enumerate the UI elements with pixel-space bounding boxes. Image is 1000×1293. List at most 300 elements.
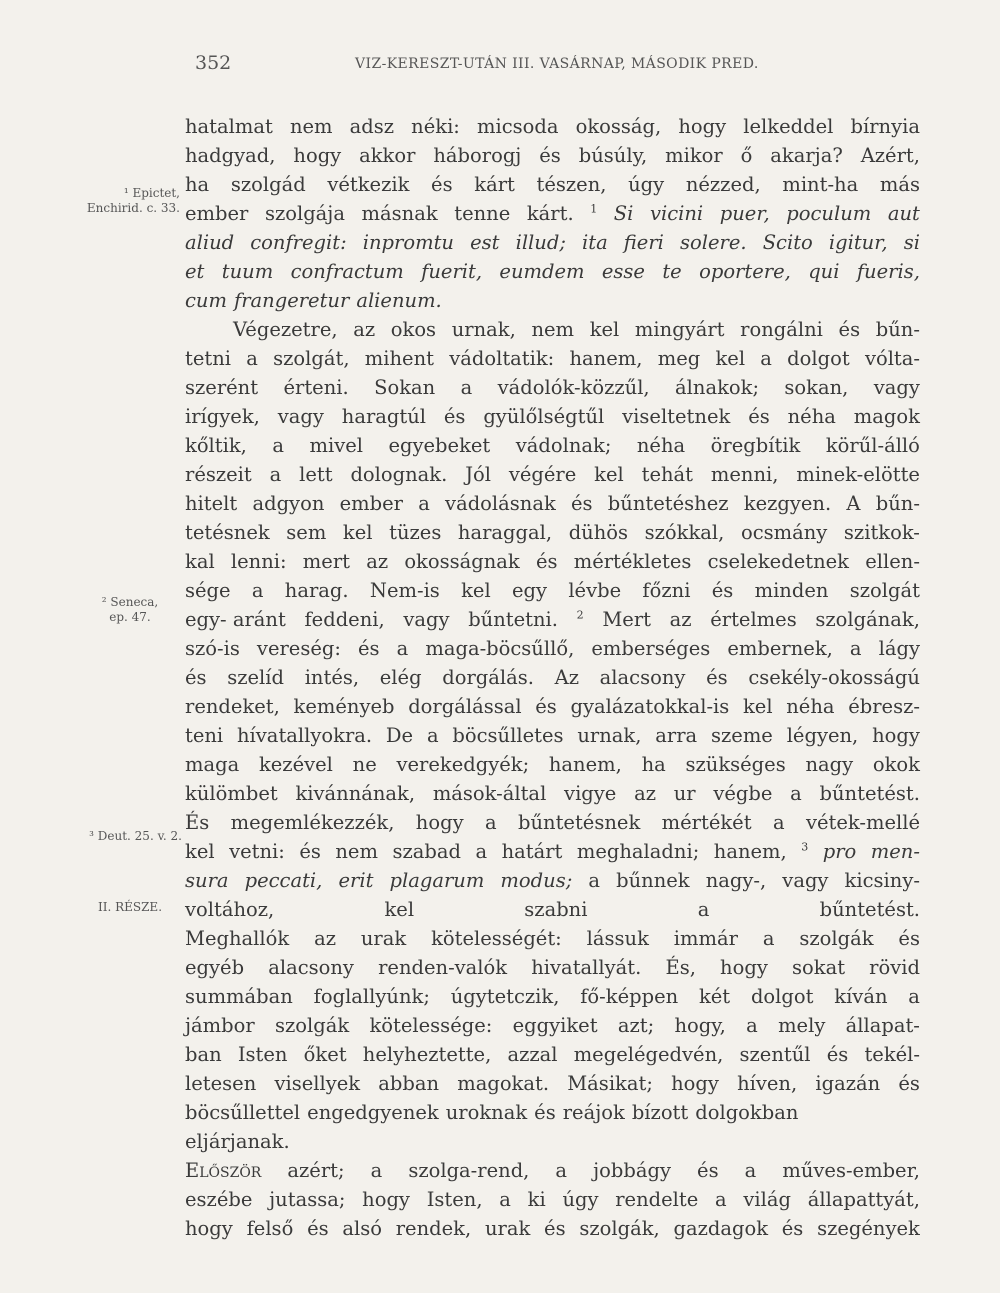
word: kel (589, 318, 620, 341)
word: hogy (720, 956, 768, 979)
footnote-ref-2 (577, 605, 584, 634)
word: maga (185, 753, 240, 776)
word: a (762, 927, 775, 950)
word: haraggal, (457, 521, 553, 544)
word: hogy (671, 1072, 719, 1095)
word: emberséges (591, 637, 711, 660)
word: urnak, (451, 318, 516, 341)
word: lenni: (230, 550, 287, 573)
word: a (272, 434, 284, 457)
word: a (555, 1159, 568, 1182)
text-line (185, 112, 920, 141)
word: tüzes (389, 521, 442, 544)
word: confregit: (250, 231, 347, 254)
footnote-ref-1 (590, 199, 597, 228)
footnote-ref-3 (801, 837, 808, 866)
word: vagy (782, 869, 829, 892)
word: kal (185, 550, 215, 573)
footnote-marker: 1 (590, 202, 598, 216)
text-line (185, 518, 920, 547)
word: hanem, (713, 840, 787, 863)
word: ocsmány (740, 521, 828, 544)
word: mingyárt (634, 318, 725, 341)
word: mert (302, 550, 350, 573)
text-line (185, 953, 920, 982)
word: hadgyad, (185, 144, 276, 167)
word: Azért, (860, 144, 920, 167)
word: ember (339, 492, 403, 515)
word: a (908, 985, 920, 1008)
word: és (443, 405, 466, 428)
word: eggyiket (512, 1014, 598, 1037)
word: a (744, 1159, 757, 1182)
word: sem (286, 521, 327, 544)
word: ha (641, 753, 666, 776)
text-line (185, 170, 920, 199)
word: illud; (515, 231, 566, 254)
word: micsoda (477, 115, 559, 138)
word: állapattyát, (807, 1188, 920, 1211)
word: visellyek (274, 1072, 361, 1095)
text-line (185, 141, 920, 170)
word: bízott (631, 1101, 689, 1124)
word: fieri (623, 231, 664, 254)
word: szolgája (264, 202, 345, 225)
text-line (185, 286, 920, 315)
word: és (307, 1217, 329, 1240)
word: Isten (237, 1043, 288, 1066)
word: vagy (873, 376, 920, 399)
word: intés, (304, 666, 360, 689)
word: rövid (869, 956, 920, 979)
word: csekély-okosságú (748, 666, 920, 689)
text-line (185, 982, 920, 1011)
word: és (826, 1043, 849, 1066)
word: lelkeddel (743, 115, 834, 138)
word: vádoltatik: (449, 347, 555, 370)
word: rongálni (740, 318, 823, 341)
word: bűntetni. (468, 608, 558, 631)
word: az (634, 782, 656, 805)
word: arra (655, 724, 698, 747)
word: puer, (719, 202, 770, 225)
text-line (185, 605, 920, 634)
word: ki (527, 1188, 546, 1211)
word: a (697, 898, 710, 921)
word: pro (822, 840, 857, 863)
body-text (185, 112, 920, 1243)
word: vólta- (864, 347, 920, 370)
word: hanem, (569, 347, 643, 370)
word: szitkok- (843, 521, 920, 544)
word: és (748, 405, 770, 428)
word: szolgát, (273, 347, 350, 370)
word: és (898, 1072, 920, 1095)
word: igitur, (828, 231, 888, 254)
word: néha (786, 695, 835, 718)
word: a (790, 782, 802, 805)
word: magokat. (457, 1072, 550, 1095)
word: vagy (277, 405, 324, 428)
word: és (571, 492, 593, 515)
word: néha (787, 405, 836, 428)
word: rendeket, (185, 695, 280, 718)
word: eszébe (185, 1188, 253, 1211)
word: nagy (805, 753, 854, 776)
word: dolgokban (695, 1101, 799, 1124)
word: aliud (185, 231, 235, 254)
word: te (662, 260, 682, 283)
word: rendek, (395, 1217, 472, 1240)
text-line (185, 199, 920, 228)
word: solere. (680, 231, 747, 254)
word: végbe (713, 782, 773, 805)
word: tenne (454, 202, 511, 225)
word: és (431, 173, 453, 196)
word: adsz (349, 115, 395, 138)
word: hogy (415, 811, 464, 834)
word: peccati, (244, 869, 323, 892)
word: vádolók-közzűl, (497, 376, 650, 399)
word: urnak, (577, 724, 642, 747)
word: szókkal, (644, 521, 725, 544)
word: úgy (628, 173, 665, 196)
word: és (539, 144, 561, 167)
running-title: VIZ-KERESZT-UTÁN III. VASÁRNAP, MÁSODIK PRED. (355, 56, 759, 72)
word: lévbe (568, 579, 622, 602)
word: őket (303, 1043, 347, 1066)
word: hogy, (674, 1014, 726, 1037)
text-line (185, 1011, 920, 1040)
word: ellen- (865, 550, 920, 573)
word: és (534, 1101, 556, 1124)
word: szolgának, (815, 608, 920, 631)
word: szó-is (185, 637, 240, 660)
word: urak (360, 927, 407, 950)
word: határt (501, 840, 563, 863)
word: hogy (185, 1217, 233, 1240)
word: megelégedvén, (573, 1043, 724, 1066)
word: immár (673, 927, 738, 950)
text-line (185, 373, 920, 402)
word: kíván (834, 985, 888, 1008)
word: Mert (602, 608, 651, 631)
word: uroknak (445, 1101, 528, 1124)
word: szeme (711, 724, 773, 747)
word: kárt. (526, 202, 574, 225)
word: letesen (185, 1072, 257, 1095)
word: modus; (500, 869, 573, 892)
margin-note-line: ¹ Epictet, (123, 186, 180, 200)
word: bűn- (875, 492, 920, 515)
word: kel (461, 579, 491, 602)
word: okosságnak (404, 550, 520, 573)
text-line (185, 315, 920, 344)
word: maga-böcsűllő, (425, 637, 575, 660)
word: kel (384, 898, 415, 921)
word: a (772, 811, 785, 834)
word: Isten, (426, 1188, 483, 1211)
word: bűnnek (616, 869, 690, 892)
word: a (499, 1188, 511, 1211)
word: és (535, 550, 558, 573)
word: nem (531, 318, 575, 341)
word: néki: (411, 115, 460, 138)
word: ne (352, 753, 377, 776)
word: verekedgyék; (396, 753, 530, 776)
word: helyheztette, (362, 1043, 492, 1066)
word: dolognak. (350, 463, 448, 486)
margin-note-seneca (80, 595, 180, 625)
text-line (185, 228, 920, 257)
text-line (185, 489, 920, 518)
word: alsó (342, 1217, 382, 1240)
word: felső (246, 1217, 294, 1240)
word: kötelessége: (369, 1014, 493, 1037)
text-line (185, 1127, 920, 1156)
word: akarja? (770, 144, 843, 167)
word: azt; (617, 1014, 655, 1037)
word: meg (657, 347, 701, 370)
word: frangeretur (233, 289, 350, 312)
word: nagy-, (705, 869, 767, 892)
word: kötelességét: (431, 927, 562, 950)
word: és (185, 666, 207, 689)
word: mivel (309, 434, 363, 457)
word: az (353, 318, 376, 341)
word: kezgyen. (743, 492, 832, 515)
margin-note-deut: ³ Deut. 25. v. 2. (89, 829, 182, 843)
word: Jól (465, 463, 491, 486)
text-line (185, 1098, 920, 1127)
word: szelíd (227, 666, 285, 689)
word: egyebeket (388, 434, 491, 457)
word: alacsony (268, 956, 354, 979)
word: körűl-álló (825, 434, 920, 457)
word: mely (778, 1014, 826, 1037)
word: cselekedetnek (707, 550, 849, 573)
word: állapat- (845, 1014, 920, 1037)
word: mértékletes (573, 550, 692, 573)
word: Végezetre, (233, 318, 338, 341)
word: tehát (641, 463, 694, 486)
word: bírnyia (850, 115, 920, 138)
word: Az (554, 666, 579, 689)
word: ha (185, 173, 210, 196)
word: ember (185, 202, 249, 225)
word: kel (342, 521, 373, 544)
text-line (185, 460, 920, 489)
word: ur (673, 782, 696, 805)
word: a (715, 1188, 727, 1211)
word: menni, (710, 463, 779, 486)
word: dorgálással (408, 695, 522, 718)
text-line (185, 547, 920, 576)
word: feddeni, (304, 608, 385, 631)
word: szolgák (799, 927, 874, 950)
text-line (185, 1156, 920, 1185)
word: a (251, 579, 264, 602)
word: qui (808, 260, 840, 283)
word: böcsűlletes (452, 724, 564, 747)
word: keményeb (293, 695, 395, 718)
word: a (760, 347, 772, 370)
word: mikor (665, 144, 723, 167)
word: fő-képpen (580, 985, 679, 1008)
word: minek-elötte (796, 463, 920, 486)
text-line (185, 257, 920, 286)
page-number: 352 (195, 52, 232, 74)
word: egyéb (185, 956, 245, 979)
word: érteni. (283, 376, 349, 399)
text-line (185, 1069, 920, 1098)
word: hivatallyát. (531, 956, 642, 979)
text-line (185, 721, 920, 750)
text-line (185, 779, 920, 808)
footnote-marker: 2 (576, 608, 584, 622)
word: úgy (562, 1188, 599, 1211)
word: vétek-mellé (805, 811, 920, 834)
text-line (185, 663, 920, 692)
word: alienum. (356, 289, 442, 312)
word: a (246, 347, 258, 370)
word: azzal (507, 1043, 558, 1066)
text-line (185, 576, 920, 605)
word: lett (299, 463, 333, 486)
word: est (470, 231, 500, 254)
word: részeit (185, 463, 252, 486)
word: okos (390, 318, 437, 341)
text-line (185, 1185, 920, 1214)
word: summában (185, 985, 293, 1008)
word: böcsűllettel (185, 1101, 301, 1124)
word: Meghallók (185, 927, 290, 950)
word: bűn- (875, 318, 920, 341)
word: hívatallyokra. (237, 724, 373, 747)
word: és (711, 579, 734, 602)
margin-note-line: ² Seneca, (101, 595, 159, 609)
word: és (535, 695, 557, 718)
word: az (366, 550, 389, 573)
word: És, (665, 956, 696, 979)
word: a (418, 492, 430, 515)
word: poculum (786, 202, 872, 225)
word: az (314, 927, 336, 950)
word: erit (338, 869, 374, 892)
word: tekél- (864, 1043, 920, 1066)
word: szentűl (739, 1043, 811, 1066)
word: sura (185, 869, 229, 892)
word: mint-ha (782, 173, 859, 196)
word: szegények (817, 1217, 920, 1240)
word: kel (715, 347, 746, 370)
word: reájok (562, 1101, 625, 1124)
footnote-marker: 3 (801, 840, 809, 854)
word: vétkezik (327, 173, 410, 196)
word: fuerit, (421, 260, 483, 283)
word: Si (613, 202, 634, 225)
word: esse (601, 260, 645, 283)
word: úgytetczik, (450, 985, 560, 1008)
word: elég (379, 666, 422, 689)
word: értelmes (710, 608, 797, 631)
word: okok (872, 753, 920, 776)
margin-note-line: Enchirid. c. 33. (86, 201, 180, 215)
word: inpromtu (362, 231, 454, 254)
word: öregbítik (710, 434, 801, 457)
word: gyülőlségtűl (483, 405, 605, 428)
margin-note-epictet (10, 186, 180, 216)
word: hogy (362, 1188, 410, 1211)
word: bűntetést. (819, 782, 920, 805)
word: hogy (293, 144, 342, 167)
word: hitelt (185, 492, 238, 515)
word: okosság, (575, 115, 662, 138)
word: foglallyúnk; (313, 985, 430, 1008)
word: urak (484, 1217, 531, 1240)
word: teni (185, 724, 224, 747)
word: A (846, 492, 861, 515)
text-line (185, 837, 920, 866)
word: ébresz- (848, 695, 920, 718)
word: a (475, 840, 488, 863)
word: a (746, 1014, 758, 1037)
word: dolgot (787, 347, 850, 370)
word: renden-valók (378, 956, 508, 979)
text-line (185, 750, 920, 779)
word: vádolnak; (515, 434, 612, 457)
word: szolgák (275, 1014, 350, 1037)
word: a (426, 724, 439, 747)
word: mihent (364, 347, 434, 370)
word: kőltik, (185, 434, 247, 457)
word: vagy (403, 608, 450, 631)
word: nem (289, 115, 333, 138)
word: kicsiny- (844, 869, 920, 892)
word: bűntetésnek (517, 811, 641, 834)
word: kel (742, 695, 773, 718)
word: szolga-rend, (408, 1159, 530, 1182)
word: mértékét (661, 811, 752, 834)
word: lássuk (586, 927, 649, 950)
word: meghaladni; (576, 840, 700, 863)
margin-note-part-two: II. RÉSZE. (97, 900, 163, 914)
word: és (697, 1159, 719, 1182)
word: világ (743, 1188, 792, 1211)
word: Másikat; (567, 1072, 653, 1095)
word: igazán (815, 1072, 881, 1095)
word: Nem-is (369, 579, 440, 602)
word: aut (887, 202, 920, 225)
word: De (385, 724, 414, 747)
word: a (396, 637, 409, 660)
word: magok (853, 405, 920, 428)
text-line (185, 431, 920, 460)
word: lágy (878, 637, 920, 660)
word: voltához, (185, 898, 275, 921)
word: ő (740, 144, 753, 167)
word: hogy (678, 115, 727, 138)
word: nem (335, 840, 378, 863)
word: confractum (290, 260, 404, 283)
word: hanem, (548, 753, 622, 776)
word: szükséges (685, 753, 786, 776)
word: kárt (474, 173, 515, 196)
word: Scito (762, 231, 813, 254)
word: külömbet (185, 782, 278, 805)
word: búsúly, (578, 144, 648, 167)
word: minden (754, 579, 829, 602)
